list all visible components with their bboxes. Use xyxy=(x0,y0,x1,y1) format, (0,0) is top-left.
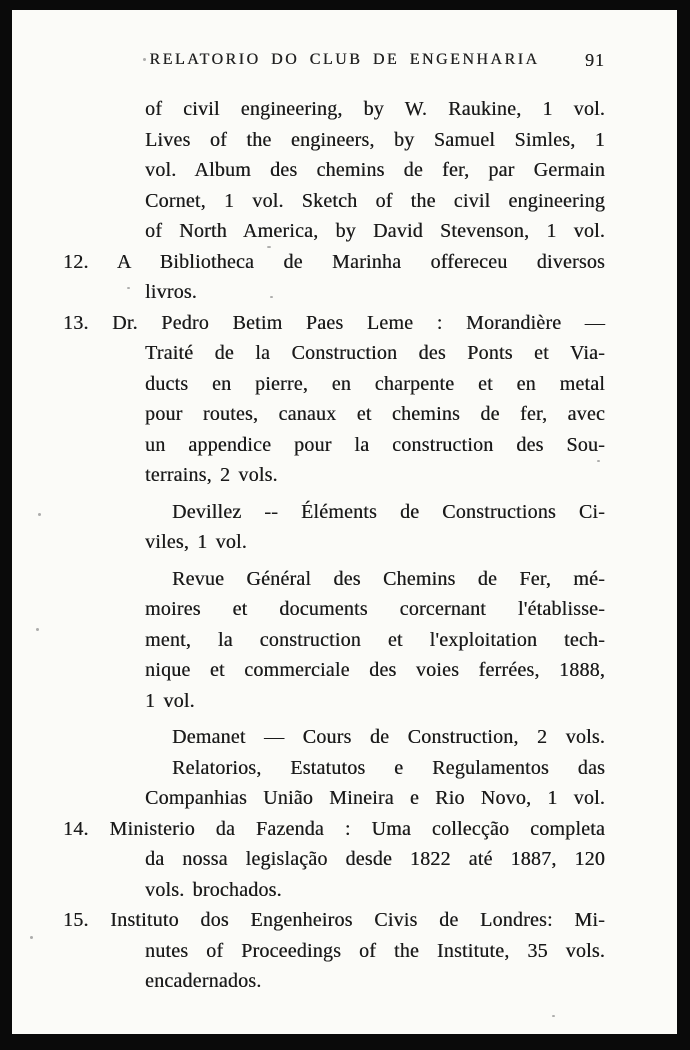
text-line: moires et documents corcernant l'établisse- xyxy=(145,598,605,620)
scan-speck xyxy=(36,628,39,631)
scan-speck xyxy=(267,246,271,248)
scan-speck xyxy=(30,936,33,939)
text-line: un appendice pour la construction des Sou- xyxy=(145,433,605,456)
item-number: 14. xyxy=(63,817,89,840)
text-line: Companhias União Mineira e Rio Novo, 1 vol. xyxy=(145,787,605,809)
text-line: of North America, by David Stevenson, 1 vol. xyxy=(145,220,605,242)
item-number: 13. xyxy=(63,311,89,334)
text-line: livros. xyxy=(145,281,197,303)
text-line: vols. brochados. xyxy=(145,878,282,901)
scan-speck xyxy=(127,287,130,289)
page-paper xyxy=(12,10,677,1034)
text-line: Demanet — Cours de Construction, 2 vols. xyxy=(172,726,605,748)
text-line: Cornet, 1 vol. Sketch of the civil engineering xyxy=(145,189,605,212)
text-line: da nossa legislação desde 1822 até 1887, 120 xyxy=(145,848,605,870)
page-number: 91 xyxy=(585,50,605,70)
text-block xyxy=(12,94,677,997)
text-line: terrains, 2 vols. xyxy=(145,464,278,486)
text-line: Traité de la Construction des Ponts et Via- xyxy=(145,342,605,364)
item-number: 15. xyxy=(63,909,89,931)
scan-speck xyxy=(270,296,273,298)
scan-speck xyxy=(597,460,600,462)
text-line: viles, 1 vol. xyxy=(145,531,247,553)
text-line: Revue Général des Chemins de Fer, mé- xyxy=(172,567,605,590)
text-line: vol. Album des chemins de fer, par Germain xyxy=(145,159,605,181)
text-line: ducts en pierre, en charpente et en metal xyxy=(145,372,605,395)
list-item-line: 14. Ministerio da Fazenda : Uma collecção completa xyxy=(63,817,605,840)
list-item-line: 13. Dr. Pedro Betim Paes Leme : Morandière — xyxy=(63,311,605,334)
scan-speck xyxy=(143,58,146,61)
scan-speck xyxy=(38,513,41,516)
running-title: RELATORIO DO CLUB DE ENGENHARIA xyxy=(149,51,540,68)
item-number: 12. xyxy=(63,250,89,273)
text-line: Relatorios, Estatutos e Regulamentos das xyxy=(172,756,605,779)
page-header xyxy=(12,10,677,73)
text-line: ment, la construction et l'exploitation tech- xyxy=(145,628,605,651)
text-line: nutes of Proceedings of the Institute, 35 vols. xyxy=(145,939,605,962)
text-line: Lives of the engineers, by Samuel Simles, 1 xyxy=(145,128,605,151)
list-item-line: 12. A Bibliotheca de Marinha offereceu diversos xyxy=(63,250,605,273)
text-line: 1 vol. xyxy=(145,689,195,712)
text-line: of civil engineering, by W. Raukine, 1 vol. xyxy=(145,98,605,120)
text-line: encadernados. xyxy=(145,970,262,992)
list-item-line: 15. Instituto dos Engenheiros Civis de Londres: Mi- xyxy=(63,909,605,931)
scan-speck xyxy=(552,1015,555,1017)
text-line: pour routes, canaux et chemins de fer, avec xyxy=(145,403,605,425)
text-line: Devillez -- Éléments de Constructions Ci- xyxy=(172,500,605,523)
text-line: nique et commerciale des voies ferrées, 1888, xyxy=(145,659,605,681)
